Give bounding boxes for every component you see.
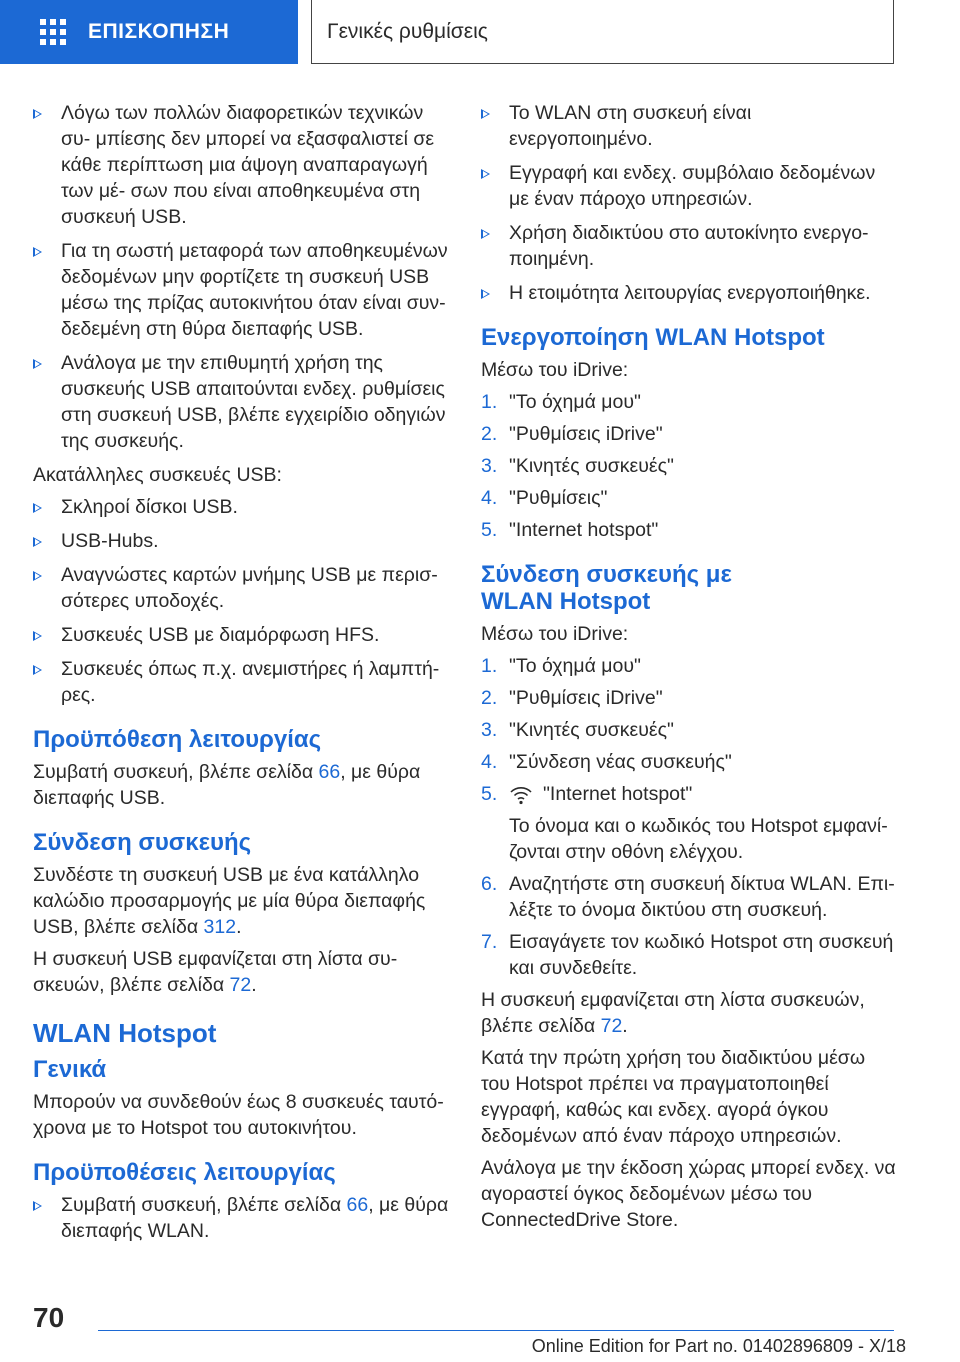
triangle-bullet-icon [481, 289, 490, 299]
via-idrive: Μέσω του iDrive: [481, 359, 629, 381]
list-item: Συσκευές USB με διαμόρφωση HFS. [33, 622, 449, 648]
triangle-bullet-icon [33, 1201, 42, 1211]
list-item: Συσκευές όπως π.χ. ανεμιστήρες ή λαμπτή‐ ρες. [33, 656, 449, 708]
step-item: 4. "Ρυθμίσεις" [481, 487, 608, 509]
prerequisite-text: Συμβατή συσκευή, βλέπε σελίδα 66, με θύρα διεπαφής USB. [33, 761, 421, 809]
overview-tab[interactable] [0, 0, 298, 64]
list-item: Λόγω των πολλών διαφορετικών τεχνικών συ‐ μπίεσης δεν μπορεί να εξασφαλιστεί σε κάθε περίπτωση μια άψογη αναπαραγωγή των μέ‐ σων που είναι αποθηκευμένα στη συσκευή USB. [33, 100, 449, 230]
heading-general: Γενικά [33, 1056, 107, 1083]
step-note: Το όνομα και ο κωδικός του Hotspot εμφανί‐ ζονται στην οθόνη ελέγχου. [509, 815, 888, 863]
left-column [33, 100, 449, 1252]
step-item: 1. "Το όχημά μου" [481, 655, 641, 677]
overview-tab-label: ΕΠΙΣΚΟΠΗΣΗ [88, 20, 230, 43]
right-column [481, 100, 896, 1239]
page-link[interactable]: 66 [318, 761, 341, 783]
step-item: 3. "Κινητές συσκευές" [481, 719, 674, 741]
general-text: Μπορούν να συνδεθούν έως 8 συσκευές ταυτό‐ χρονα με το Hotspot του αυτοκινήτου. [33, 1091, 444, 1139]
list-item: Η ετοιμότητα λειτουργίας ενεργοποιήθηκε. [481, 280, 896, 306]
page-link[interactable]: 72 [600, 1015, 623, 1037]
footer-divider [98, 1330, 894, 1331]
list-item: Εγγραφή και ενδεχ. συμβόλαιο δεδομένων με έναν πάροχο υπηρεσιών. [481, 160, 896, 212]
section-tab-label: Γενικές ρυθμίσεις [327, 19, 488, 43]
first-use-text: Κατά την πρώτη χρήση του διαδικτύου μέσω του Hotspot πρέπει να πραγματοποιηθεί εγγραφή, καθώς και ενδεχ. αγορά όγκου δεδομένων από έναν πάροχο υπηρεσιών. [481, 1047, 866, 1147]
step-item: 2. "Ρυθμίσεις iDrive" [481, 423, 663, 445]
grid-icon [40, 19, 66, 45]
step-item: 3. "Κινητές συσκευές" [481, 455, 674, 477]
wifi-icon [509, 785, 533, 805]
triangle-bullet-icon [33, 631, 42, 641]
via-idrive: Μέσω του iDrive: [481, 623, 629, 645]
triangle-bullet-icon [481, 109, 490, 119]
list-item: USB-Hubs. [33, 528, 449, 554]
heading-activate-hotspot: Ενεργοποίηση WLAN Hotspot [481, 324, 825, 351]
list-item: Αναγνώστες καρτών μνήμης USB με περισ‐ σότερες υποδοχές. [33, 562, 449, 614]
list-item: Χρήση διαδικτύου στο αυτοκίνητο ενεργο‐ ποιημένη. [481, 220, 896, 272]
step-item: 6. Αναζητήστε στη συσκευή δίκτυα WLAN. Επι‐ λέξτε το όνομα δικτύου στη συσκευή. [481, 873, 895, 921]
page-header [0, 0, 960, 66]
page-link[interactable]: 72 [229, 974, 252, 996]
heading-connect-device: Σύνδεση συσκευής [33, 829, 252, 856]
step-item: 4. "Σύνδεση νέας συσκευής" [481, 751, 732, 773]
unsuitable-intro: Ακατάλληλες συσκευές USB: [33, 464, 282, 486]
triangle-bullet-icon [33, 247, 42, 257]
section-tab[interactable] [311, 0, 894, 64]
list-item: Ανάλογα με την επιθυμητή χρήση της συσκευής USB απαιτούνται ενδεχ. ρυθμίσεις στη συσκευή USB, βλέπε εγχειρίδιο οδηγιών της συσκευής. [33, 350, 449, 454]
page-link[interactable]: 66 [346, 1194, 369, 1216]
step-item: 1. "Το όχημά μου" [481, 391, 641, 413]
triangle-bullet-icon [33, 665, 42, 675]
list-item: Συμβατή συσκευή, βλέπε σελίδα 66, με θύρα διεπαφής WLAN. [33, 1192, 449, 1244]
footer-edition: Online Edition for Part no. 01402896809 - X/18 [531, 1336, 906, 1356]
list-item: Σκληροί δίσκοι USB. [33, 494, 449, 520]
device-list-text: Η συσκευή USB εμφανίζεται στη λίστα συ‐ σκευών, βλέπε σελίδα 72. [33, 948, 398, 996]
step-item: 7. Εισαγάγετε τον κωδικό Hotspot στη συσκευή και συνδεθείτε. [481, 931, 894, 979]
heading-wlan-hotspot: WLAN Hotspot [33, 1018, 217, 1048]
triangle-bullet-icon [33, 359, 42, 369]
triangle-bullet-icon [33, 503, 42, 513]
step-item: 5. "Internet hotspot" Το όνομα και ο κωδικός του Hotspot εμφανί‐ ζονται στην οθόνη ελέγχου. [481, 781, 896, 865]
list-item: Το WLAN στη συσκευή είναι ενεργοποιημένο. [481, 100, 896, 152]
connect-text: Συνδέστε τη συσκευή USB με ένα κατάλληλο καλώδιο προσαρμογής με μία θύρα διεπαφής USB, βλέπε σελίδα 312. [33, 864, 426, 938]
triangle-bullet-icon [33, 571, 42, 581]
triangle-bullet-icon [481, 229, 490, 239]
heading-prerequisites: Προϋποθέσεις λειτουργίας [33, 1159, 336, 1186]
page-link[interactable]: 312 [203, 916, 237, 938]
triangle-bullet-icon [33, 109, 42, 119]
list-item: Για τη σωστή μεταφορά των αποθηκευμένων δεδομένων μην φορτίζετε τη συσκευή USB μέσω της πρίζας αυτοκινήτου όταν είναι συν‐ δεδεμένη στη θύρα διεπαφής USB. [33, 238, 449, 342]
heading-prerequisite: Προϋπόθεση λειτουργίας [33, 726, 322, 753]
triangle-bullet-icon [481, 169, 490, 179]
step-item: 5. "Internet hotspot" [481, 519, 659, 541]
triangle-bullet-icon [33, 537, 42, 547]
country-text: Ανάλογα με την έκδοση χώρας μπορεί ενδεχ. να αγοραστεί όγκος δεδομένων μέσω του ConnectedDrive Store. [481, 1157, 896, 1231]
heading-connect-hotspot: Σύνδεση συσκευής με WLAN Hotspot [481, 561, 732, 615]
page-number: 70 [33, 1302, 65, 1333]
step-item: 2. "Ρυθμίσεις iDrive" [481, 687, 663, 709]
device-list-text: Η συσκευή εμφανίζεται στη λίστα συσκευών, βλέπε σελίδα 72. [481, 989, 865, 1037]
